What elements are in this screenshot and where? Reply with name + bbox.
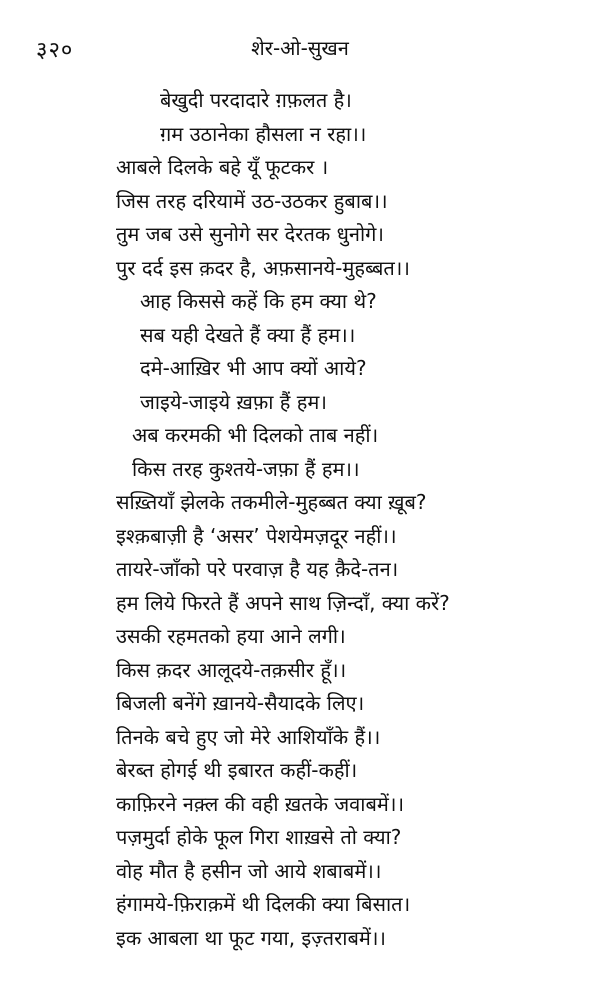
verse-line: तुम जब उसे सुनोगे सर देरतक धुनोगे।	[116, 222, 384, 246]
verse-line: बेरब्त होगई थी इबारत कहीं-कहीं।	[116, 758, 358, 782]
verse-line: हंगामये-फ़िराक़में थी दिलकी क्या बिसात।	[116, 892, 411, 916]
verse-line: बिजली बनेंगे ख़ानये-सैयादके लिए।	[116, 691, 365, 715]
verse-line: किस क़दर आलूदये-तक़सीर हूँ।।	[116, 657, 347, 682]
page-title: शेर-ओ-सुखन	[251, 36, 349, 60]
verse-line: आह किससे कहें कि हम क्या थे?	[140, 289, 377, 313]
verse-line: ग़म उठानेका हौसला न रहा।।	[160, 121, 367, 146]
verse-line: सब यही देखते हैं क्या हैं हम।।	[140, 322, 356, 347]
verse-line: वोह मौत है हसीन जो आये शबाबमें।।	[116, 858, 382, 883]
verse-block	[116, 84, 466, 955]
page-number: ३२०	[36, 38, 74, 63]
verse-line: हम लिये फिरते हैं अपने साथ ज़िन्दाँ, क्या करें?	[116, 590, 450, 615]
verse-line: काफ़िरने नक़्ल की वही ख़तके जवाबमें।।	[116, 791, 405, 816]
verse-line: इक आबला था फूट गया, इज़्तराबमें।।	[116, 925, 386, 950]
verse-line: किस तरह कुश्तये-जफ़ा हैं हम।।	[132, 456, 360, 481]
verse-line: अब करमकी भी दिलको ताब नहीं।	[132, 423, 379, 447]
verse-line: बेखुदी परदादारे ग़फ़लत है।	[160, 88, 352, 112]
verse-line: उसकी रहमतको हया आने लगी।	[116, 624, 346, 648]
verse-line: जिस तरह दरियामें उठ-उठकर हुबाब।।	[116, 188, 388, 213]
verse-line: पुर दर्द इस क़दर है, अफ़सानये-मुहब्बत।।	[116, 255, 410, 280]
verse-line: इश्क़बाज़ी है ‘असर’ पेशयेमज़दूर नहीं।।	[116, 523, 397, 548]
verse-line: आबले दिलके बहे यूँ फूटकर ।	[116, 155, 329, 179]
verse-line: तायरे-जाँको परे परवाज़ है यह क़ैदे-तन।	[116, 557, 399, 581]
page-header	[0, 34, 600, 64]
verse-line: दमे-आख़िर भी आप क्यों आये?	[140, 356, 367, 380]
verse-line: तिनके बचे हुए जो मेरे आशियाँके हैं।।	[116, 724, 381, 749]
verse-line: पज़मुर्दा होके फूल गिरा शाख़से तो क्या?	[116, 825, 402, 849]
verse-line: सख़्तियाँ झेलके तकमीले-मुहब्बत क्या ख़ूब?	[116, 490, 427, 514]
verse-line: जाइये-जाइये ख़फ़ा हैं हम।	[140, 389, 327, 414]
